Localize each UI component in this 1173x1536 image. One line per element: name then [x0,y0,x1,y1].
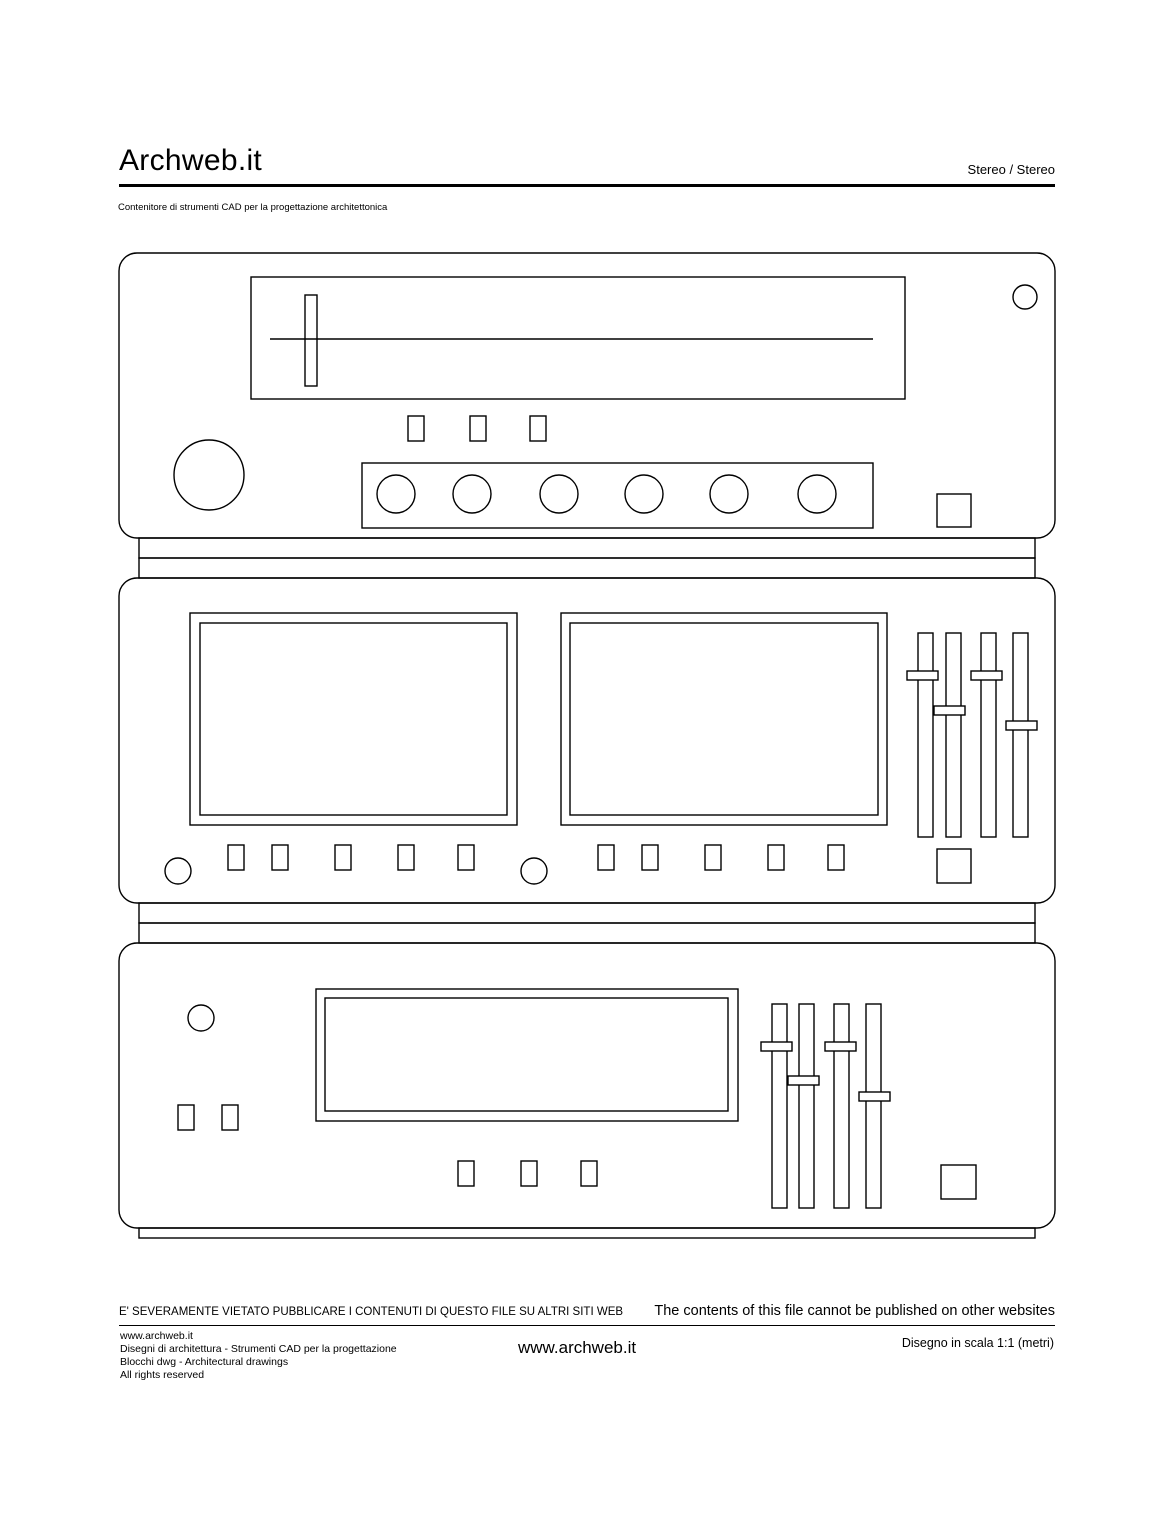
tuner-button-1 [408,416,424,441]
knob-2 [453,475,491,513]
scale-note: Disegno in scala 1:1 (metri) [901,1336,1054,1350]
knob-6 [798,475,836,513]
slider-handle-1 [907,671,938,680]
knob-5 [710,475,748,513]
deck-b-button-1 [598,845,614,870]
warning-english: The contents of this file cannot be published on other websites [654,1303,1055,1319]
eq-track-2 [799,1004,814,1208]
slider-track-4 [1013,633,1028,837]
deck-b-button-2 [642,845,658,870]
tuner-display [251,277,905,399]
eq-handle-3 [825,1042,856,1051]
deck-b-button-5 [828,845,844,870]
knob-panel [362,463,873,528]
deck-housing [119,578,1055,903]
drawing-title: Stereo / Stereo [967,162,1055,177]
cassette-door-b-inner [570,623,878,815]
plinth-2 [139,903,1035,923]
slider-track-2 [946,633,961,837]
amplifier-unit [119,943,1055,1228]
power-button [937,494,971,527]
amp-button-3 [581,1161,597,1186]
eq-track-1 [772,1004,787,1208]
volume-knob [174,440,244,510]
deck-a-indicator [165,858,191,884]
amp-left-button-1 [178,1105,194,1130]
credits-line: www.archweb.it [120,1330,193,1342]
tuner-button-2 [470,416,486,441]
knob-3 [540,475,578,513]
plinth-2-base [139,923,1035,943]
slider-handle-3 [971,671,1002,680]
amp-power-button [941,1165,976,1199]
eq-handle-1 [761,1042,792,1051]
knob-1 [377,475,415,513]
slider-track-1 [918,633,933,837]
deck-a-button-5 [458,845,474,870]
cassette-door-b-outer [561,613,887,825]
subtitle: Contenitore di strumenti CAD per la progettazione architettonica [118,202,388,213]
cassette-door-a-inner [200,623,507,815]
deck-a-button-3 [335,845,351,870]
plinth-1 [139,538,1035,558]
tuner-button-3 [530,416,546,441]
slider-track-3 [981,633,996,837]
credits-line: Disegni di architettura - Strumenti CAD per la progettazione [120,1343,397,1355]
slider-handle-2 [934,706,965,715]
deck-b-indicator [521,858,547,884]
credits-line: All rights reserved [120,1369,205,1381]
eq-handle-2 [788,1076,819,1085]
website-link[interactable]: www.archweb.it [518,1338,637,1357]
eq-handle-4 [859,1092,890,1101]
plinth-1-base [139,558,1035,578]
cassette-deck-unit [119,578,1055,903]
warning-italian: E' SEVERAMENTE VIETATO PUBBLICARE I CONTENUTI DI QUESTO FILE SU ALTRI SITI WEB [119,1306,624,1318]
tuner-housing [119,253,1055,538]
amp-indicator [188,1005,214,1031]
base-plinth [139,1228,1035,1238]
eq-track-3 [834,1004,849,1208]
tuning-needle [305,295,317,386]
amp-button-2 [521,1161,537,1186]
eq-track-4 [866,1004,881,1208]
tuner-unit [119,253,1055,538]
amp-left-button-2 [222,1105,238,1130]
deck-a-button-2 [272,845,288,870]
deck-b-button-3 [705,845,721,870]
amp-housing [119,943,1055,1228]
brand-logo: Archweb.it [119,144,263,177]
amp-display-outer [316,989,738,1121]
knob-4 [625,475,663,513]
cassette-door-a-outer [190,613,517,825]
slider-handle-4 [1006,721,1037,730]
indicator-light [1013,285,1037,309]
credits-line: Blocchi dwg - Architectural drawings [120,1356,289,1368]
footer-rule [119,1325,1055,1326]
amp-display-inner [325,998,728,1111]
credits-block [120,1330,397,1382]
amp-button-1 [458,1161,474,1186]
deck-a-button-4 [398,845,414,870]
deck-b-button-4 [768,845,784,870]
deck-power-button [937,849,971,883]
deck-a-button-1 [228,845,244,870]
